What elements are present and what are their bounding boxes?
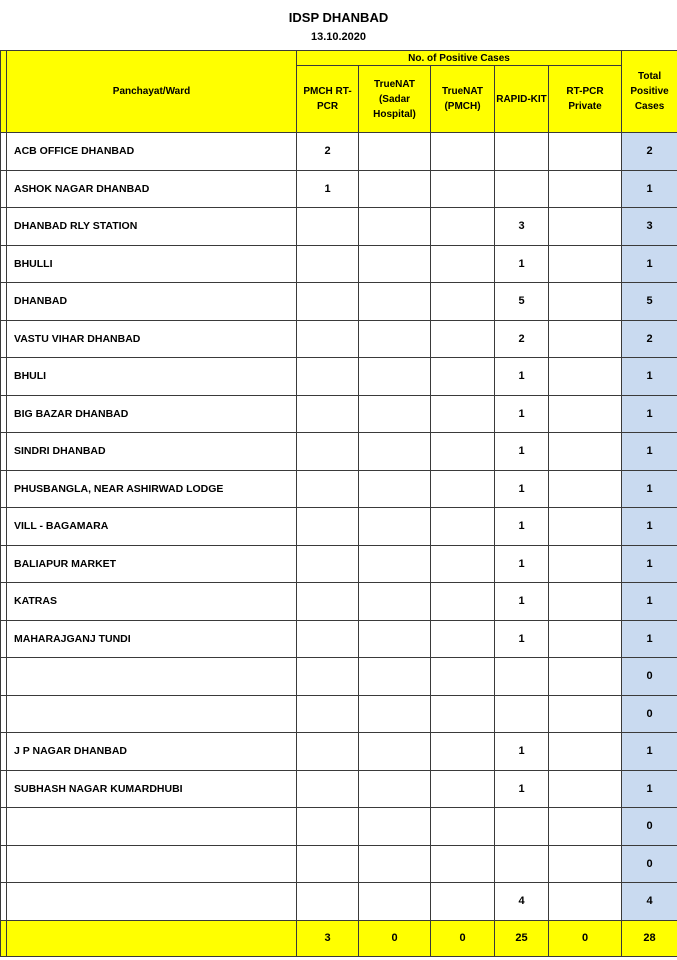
panchayat-cell: J P NAGAR DHANBAD xyxy=(7,733,297,771)
rapid-cell xyxy=(495,808,549,846)
truenat-pmch-cell xyxy=(431,695,495,733)
rapid-cell xyxy=(495,845,549,883)
total-cell: 1 xyxy=(622,358,677,396)
total-cell: 0 xyxy=(622,695,677,733)
totals-rtpcr-private-cell: 0 xyxy=(549,920,622,956)
totals-rapid-cell: 25 xyxy=(495,920,549,956)
header-positive-cases-group: No. of Positive Cases xyxy=(297,51,622,66)
total-cell: 1 xyxy=(622,583,677,621)
total-cell: 5 xyxy=(622,283,677,321)
table-row xyxy=(1,208,677,246)
rapid-cell xyxy=(495,658,549,696)
rapid-cell xyxy=(495,133,549,171)
positive-cases-table xyxy=(0,50,677,957)
header-pmch: PMCH RT-PCR xyxy=(297,66,359,133)
rtpcr-private-cell xyxy=(549,620,622,658)
panchayat-cell xyxy=(7,658,297,696)
rapid-cell: 1 xyxy=(495,770,549,808)
panchayat-cell: SUBHASH NAGAR KUMARDHUBI xyxy=(7,770,297,808)
rapid-cell xyxy=(495,695,549,733)
rtpcr-private-cell xyxy=(549,320,622,358)
panchayat-cell: BIG BAZAR DHANBAD xyxy=(7,395,297,433)
total-cell: 1 xyxy=(622,470,677,508)
pmch-cell xyxy=(297,770,359,808)
total-cell: 0 xyxy=(622,845,677,883)
table-row xyxy=(1,433,677,471)
table-row xyxy=(1,508,677,546)
rtpcr-private-cell xyxy=(549,358,622,396)
report-date: 13.10.2020 xyxy=(310,31,367,43)
truenat-sadar-cell xyxy=(359,433,431,471)
truenat-pmch-cell xyxy=(431,883,495,921)
panchayat-cell: VASTU VIHAR DHANBAD xyxy=(7,320,297,358)
rtpcr-private-cell xyxy=(549,133,622,171)
truenat-pmch-cell xyxy=(431,395,495,433)
header-row-top xyxy=(1,51,677,66)
pmch-cell: 2 xyxy=(297,133,359,171)
rtpcr-private-cell xyxy=(549,695,622,733)
rtpcr-private-cell xyxy=(549,845,622,883)
truenat-sadar-cell xyxy=(359,620,431,658)
panchayat-cell xyxy=(7,845,297,883)
truenat-pmch-cell xyxy=(431,770,495,808)
rapid-cell: 5 xyxy=(495,283,549,321)
pmch-cell xyxy=(297,545,359,583)
truenat-sadar-cell xyxy=(359,545,431,583)
rapid-cell: 3 xyxy=(495,208,549,246)
table-row xyxy=(1,883,677,921)
pmch-cell xyxy=(297,583,359,621)
total-cell: 1 xyxy=(622,170,677,208)
truenat-pmch-cell xyxy=(431,470,495,508)
report-title: IDSP DHANBAD xyxy=(288,10,389,25)
rapid-cell: 2 xyxy=(495,320,549,358)
pmch-cell xyxy=(297,470,359,508)
truenat-sadar-cell xyxy=(359,695,431,733)
table-row xyxy=(1,845,677,883)
truenat-pmch-cell xyxy=(431,433,495,471)
panchayat-cell: MAHARAJGANJ TUNDI xyxy=(7,620,297,658)
truenat-pmch-cell xyxy=(431,808,495,846)
pmch-cell xyxy=(297,283,359,321)
totals-label-cell xyxy=(7,920,297,956)
pmch-cell xyxy=(297,358,359,396)
rapid-cell xyxy=(495,170,549,208)
header-panchayat: Panchayat/Ward xyxy=(7,51,297,133)
header-truenat-sadar: TrueNAT (Sadar Hospital) xyxy=(359,66,431,133)
total-cell: 4 xyxy=(622,883,677,921)
pmch-cell xyxy=(297,508,359,546)
total-cell: 2 xyxy=(622,320,677,358)
pmch-cell xyxy=(297,208,359,246)
truenat-pmch-cell xyxy=(431,358,495,396)
rtpcr-private-cell xyxy=(549,733,622,771)
pmch-cell xyxy=(297,883,359,921)
truenat-pmch-cell xyxy=(431,283,495,321)
table-row xyxy=(1,583,677,621)
rapid-cell: 1 xyxy=(495,508,549,546)
total-cell: 3 xyxy=(622,208,677,246)
rapid-cell: 4 xyxy=(495,883,549,921)
table-row xyxy=(1,808,677,846)
total-cell: 1 xyxy=(622,770,677,808)
panchayat-cell: SINDRI DHANBAD xyxy=(7,433,297,471)
table-row xyxy=(1,320,677,358)
truenat-pmch-cell xyxy=(431,845,495,883)
rtpcr-private-cell xyxy=(549,508,622,546)
truenat-pmch-cell xyxy=(431,658,495,696)
panchayat-cell: KATRAS xyxy=(7,583,297,621)
truenat-pmch-cell xyxy=(431,583,495,621)
pmch-cell xyxy=(297,620,359,658)
truenat-sadar-cell xyxy=(359,883,431,921)
truenat-sadar-cell xyxy=(359,658,431,696)
header-truenat-pmch: TrueNAT (PMCH) xyxy=(431,66,495,133)
rtpcr-private-cell xyxy=(549,658,622,696)
truenat-pmch-cell xyxy=(431,620,495,658)
rtpcr-private-cell xyxy=(549,208,622,246)
total-cell: 1 xyxy=(622,245,677,283)
pmch-cell xyxy=(297,658,359,696)
pmch-cell xyxy=(297,320,359,358)
truenat-sadar-cell xyxy=(359,245,431,283)
table-row xyxy=(1,545,677,583)
truenat-sadar-cell xyxy=(359,395,431,433)
truenat-pmch-cell xyxy=(431,508,495,546)
totals-truenat-pmch-cell: 0 xyxy=(431,920,495,956)
panchayat-cell: VILL - BAGAMARA xyxy=(7,508,297,546)
panchayat-cell: PHUSBANGLA, NEAR ASHIRWAD LODGE xyxy=(7,470,297,508)
total-cell: 0 xyxy=(622,658,677,696)
rtpcr-private-cell xyxy=(549,770,622,808)
totals-pmch-cell: 3 xyxy=(297,920,359,956)
truenat-sadar-cell xyxy=(359,808,431,846)
pmch-cell xyxy=(297,433,359,471)
header-rapid-kit: RAPID-KIT xyxy=(495,66,549,133)
truenat-sadar-cell xyxy=(359,208,431,246)
total-cell: 1 xyxy=(622,733,677,771)
pmch-cell xyxy=(297,845,359,883)
truenat-pmch-cell xyxy=(431,208,495,246)
rtpcr-private-cell xyxy=(549,883,622,921)
rtpcr-private-cell xyxy=(549,545,622,583)
truenat-pmch-cell xyxy=(431,245,495,283)
rapid-cell: 1 xyxy=(495,245,549,283)
total-cell: 0 xyxy=(622,808,677,846)
table-row xyxy=(1,395,677,433)
truenat-sadar-cell xyxy=(359,170,431,208)
rapid-cell: 1 xyxy=(495,395,549,433)
header-rtpcr-private: RT-PCR Private xyxy=(549,66,622,133)
table-row xyxy=(1,733,677,771)
truenat-sadar-cell xyxy=(359,133,431,171)
rtpcr-private-cell xyxy=(549,583,622,621)
rtpcr-private-cell xyxy=(549,433,622,471)
totals-truenat-sadar-cell: 0 xyxy=(359,920,431,956)
panchayat-cell: BHULI xyxy=(7,358,297,396)
truenat-sadar-cell xyxy=(359,470,431,508)
table-row xyxy=(1,358,677,396)
truenat-pmch-cell xyxy=(431,733,495,771)
pmch-cell: 1 xyxy=(297,170,359,208)
panchayat-cell: ASHOK NAGAR DHANBAD xyxy=(7,170,297,208)
panchayat-cell xyxy=(7,808,297,846)
total-cell: 1 xyxy=(622,620,677,658)
pmch-cell xyxy=(297,245,359,283)
table-row xyxy=(1,133,677,171)
truenat-pmch-cell xyxy=(431,170,495,208)
truenat-sadar-cell xyxy=(359,770,431,808)
pmch-cell xyxy=(297,395,359,433)
truenat-sadar-cell xyxy=(359,508,431,546)
header-total: Total Positive Cases xyxy=(622,51,677,133)
panchayat-cell: DHANBAD xyxy=(7,283,297,321)
truenat-pmch-cell xyxy=(431,545,495,583)
pmch-cell xyxy=(297,695,359,733)
table-row xyxy=(1,170,677,208)
truenat-sadar-cell xyxy=(359,320,431,358)
rtpcr-private-cell xyxy=(549,470,622,508)
rtpcr-private-cell xyxy=(549,245,622,283)
rtpcr-private-cell xyxy=(549,283,622,321)
table-row xyxy=(1,695,677,733)
rtpcr-private-cell xyxy=(549,395,622,433)
truenat-pmch-cell xyxy=(431,320,495,358)
panchayat-cell: DHANBAD RLY STATION xyxy=(7,208,297,246)
table-row xyxy=(1,245,677,283)
rtpcr-private-cell xyxy=(549,170,622,208)
panchayat-cell xyxy=(7,883,297,921)
rapid-cell: 1 xyxy=(495,620,549,658)
rapid-cell: 1 xyxy=(495,583,549,621)
pmch-cell xyxy=(297,733,359,771)
table-row xyxy=(1,470,677,508)
rapid-cell: 1 xyxy=(495,545,549,583)
panchayat-cell: ACB OFFICE DHANBAD xyxy=(7,133,297,171)
truenat-sadar-cell xyxy=(359,358,431,396)
grand-total-cell: 28 xyxy=(622,920,677,956)
total-cell: 1 xyxy=(622,508,677,546)
truenat-sadar-cell xyxy=(359,845,431,883)
rapid-cell: 1 xyxy=(495,433,549,471)
rapid-cell: 1 xyxy=(495,470,549,508)
table-row xyxy=(1,283,677,321)
truenat-sadar-cell xyxy=(359,733,431,771)
pmch-cell xyxy=(297,808,359,846)
truenat-sadar-cell xyxy=(359,583,431,621)
table-row xyxy=(1,770,677,808)
total-cell: 1 xyxy=(622,545,677,583)
total-cell: 1 xyxy=(622,395,677,433)
table-row xyxy=(1,658,677,696)
rtpcr-private-cell xyxy=(549,808,622,846)
truenat-pmch-cell xyxy=(431,133,495,171)
panchayat-cell: BALIAPUR MARKET xyxy=(7,545,297,583)
total-cell: 1 xyxy=(622,433,677,471)
rapid-cell: 1 xyxy=(495,358,549,396)
truenat-sadar-cell xyxy=(359,283,431,321)
panchayat-cell: BHULLI xyxy=(7,245,297,283)
total-cell: 2 xyxy=(622,133,677,171)
totals-row xyxy=(1,920,677,956)
panchayat-cell xyxy=(7,695,297,733)
table-row xyxy=(1,620,677,658)
rapid-cell: 1 xyxy=(495,733,549,771)
